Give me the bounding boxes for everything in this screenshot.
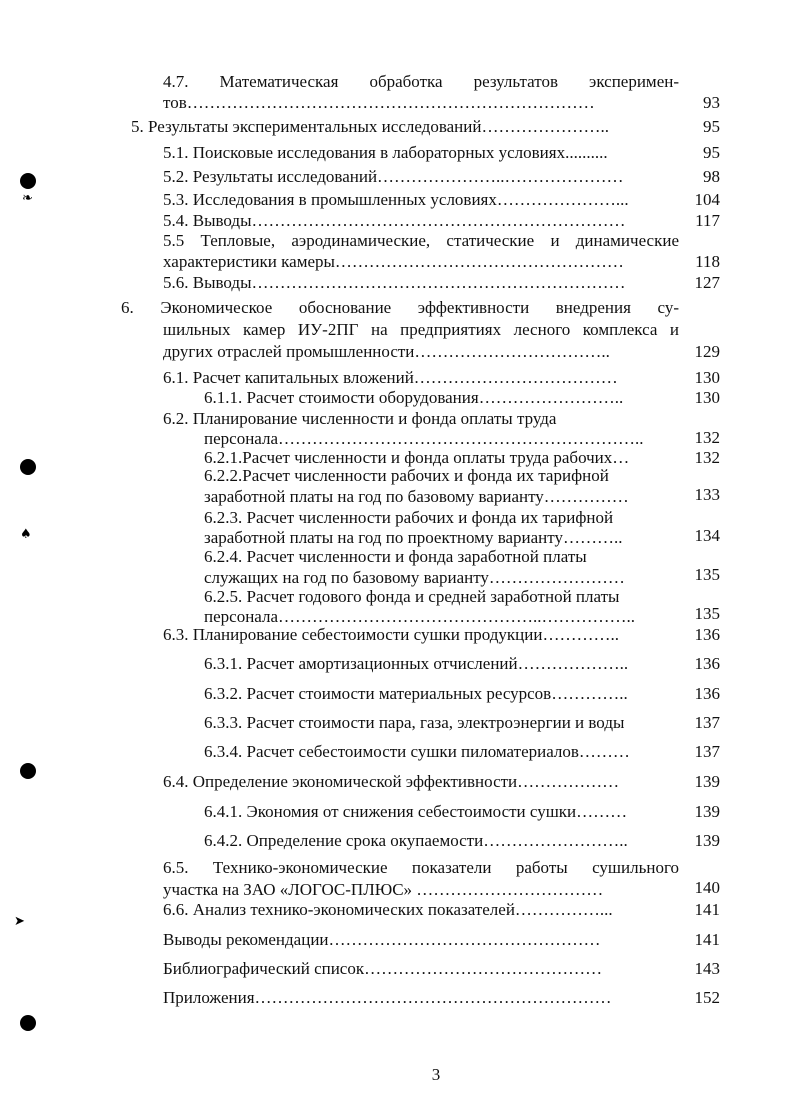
toc-page: 139 [694,802,720,821]
toc-page: 135 [694,565,720,584]
toc-line: 6.2.3. Расчет численности рабочих и фонда их тарифной [204,508,614,527]
toc-page: 137 [694,742,720,761]
page-number: 3 [431,1065,441,1084]
toc-page: 95 [703,117,720,136]
toc-line: 5.3. Исследования в промышленных условиях…………………... [163,190,629,209]
toc-line: участка на ЗАО «ЛОГОС-ПЛЮС» …………………………… [163,880,604,899]
toc-line: тов……………………………………………………………… [163,93,595,112]
toc-line: 5.4. Выводы………………………………………………………… [163,211,626,230]
toc-page: 104 [694,190,720,209]
toc-line: 6.1. Расчет капитальных вложений……………………………… [163,368,618,387]
toc-page: 133 [694,485,720,504]
toc-line: 6.2.5. Расчет годового фонда и средней заработной платы [204,587,620,606]
toc-page: 98 [703,167,720,186]
toc-line: характеристики камеры…………………………………………… [163,252,624,271]
toc-line: 6.2.1.Расчет численности и фонда оплаты труда рабочих… [204,448,630,467]
toc-page: 134 [694,526,720,545]
toc-page: 140 [694,878,720,897]
toc-line: 6. Экономическое обоснование эффективности внедрения су- [121,298,679,317]
toc-line: Библиографический список…………………………………… [163,959,603,978]
toc-page: 136 [694,654,720,673]
toc-line: 6.3. Планирование себестоимости сушки продукции………….. [163,625,619,644]
toc-page: 93 [703,93,720,112]
toc-line: 5.5 Тепловые, аэродинамические, статические и динамические [163,231,679,250]
margin-dot [20,1015,36,1031]
margin-dot [20,173,36,189]
toc-line: 6.3.4. Расчет себестоимости сушки пиломатериалов……… [204,742,630,761]
toc-line: заработной платы на год по проектному варианту……….. [204,528,623,547]
toc-line: Выводы рекомендации………………………………………… [163,930,601,949]
margin-mark: ♠ [20,527,32,542]
toc-line: служащих на год по базовому варианту…………………… [204,568,625,587]
toc-page: 136 [694,684,720,703]
toc-line: 6.2.4. Расчет численности и фонда заработной платы [204,547,587,566]
margin-mark: ❧ [22,191,33,206]
toc-page: 129 [694,342,720,361]
toc-line: заработной платы на год по базовому варианту…………… [204,487,629,506]
toc-page: 130 [694,388,720,407]
toc-page: 152 [694,988,720,1007]
margin-mark: ➤ [14,914,25,929]
toc-page: 118 [695,252,720,271]
toc-page: 95 [703,143,720,162]
toc-page: 139 [694,772,720,791]
toc-page: 141 [694,900,720,919]
toc-line: 5.2. Результаты исследований…………………..………………… [163,167,624,186]
toc-line: 6.2. Планирование численности и фонда оплаты труда [163,409,557,428]
toc-page: 127 [694,273,720,292]
toc-line: других отраслей промышленности…………………………….. [163,342,610,361]
toc-line: 5.6. Выводы………………………………………………………… [163,273,626,292]
toc-line: 6.4. Определение экономической эффективности……………… [163,772,620,791]
toc-line: персонала………………………………………..…………….. [204,607,636,626]
toc-page: 137 [694,713,720,732]
toc-line: 6.1.1. Расчет стоимости оборудования…………………….. [204,388,624,407]
toc-line: 5. Результаты экспериментальных исследований………………….. [131,117,609,136]
toc-line: 6.5. Технико-экономические показатели работы сушильного [163,858,679,877]
toc-line: Приложения……………………………………………………… [163,988,612,1007]
toc-page: 132 [694,448,720,467]
toc-line: 6.2.2.Расчет численности рабочих и фонда их тарифной [204,466,609,485]
margin-dot [20,763,36,779]
toc-line: 6.4.1. Экономия от снижения себестоимости сушки……… [204,802,628,821]
toc-line: 5.1. Поисковые исследования в лабораторных условиях.......... [163,143,608,162]
toc-line: шильных камер ИУ-2ПГ на предприятиях лесного комплекса и [163,320,679,339]
toc-page: 139 [694,831,720,850]
toc-page: 117 [695,211,720,230]
toc-page: 143 [694,959,720,978]
toc-line: 6.4.2. Определение срока окупаемости…………………….. [204,831,628,850]
toc-page: 132 [694,428,720,447]
toc-line: 4.7. Математическая обработка результатов эксперимен- [163,72,679,91]
margin-dot [20,459,36,475]
toc-line: персонала……………………………………………………….. [204,429,644,448]
toc-page: 135 [694,604,720,623]
toc-line: 6.3.2. Расчет стоимости материальных ресурсов………….. [204,684,628,703]
toc-page: 130 [694,368,720,387]
toc-line: 6.3.1. Расчет амортизационных отчислений……………….. [204,654,629,673]
toc-line: 6.3.3. Расчет стоимости пара, газа, электроэнергии и воды [204,713,625,732]
toc-page: 136 [694,625,720,644]
toc-page: 141 [694,930,720,949]
toc-line: 6.6. Анализ технико-экономических показателей……………... [163,900,613,919]
